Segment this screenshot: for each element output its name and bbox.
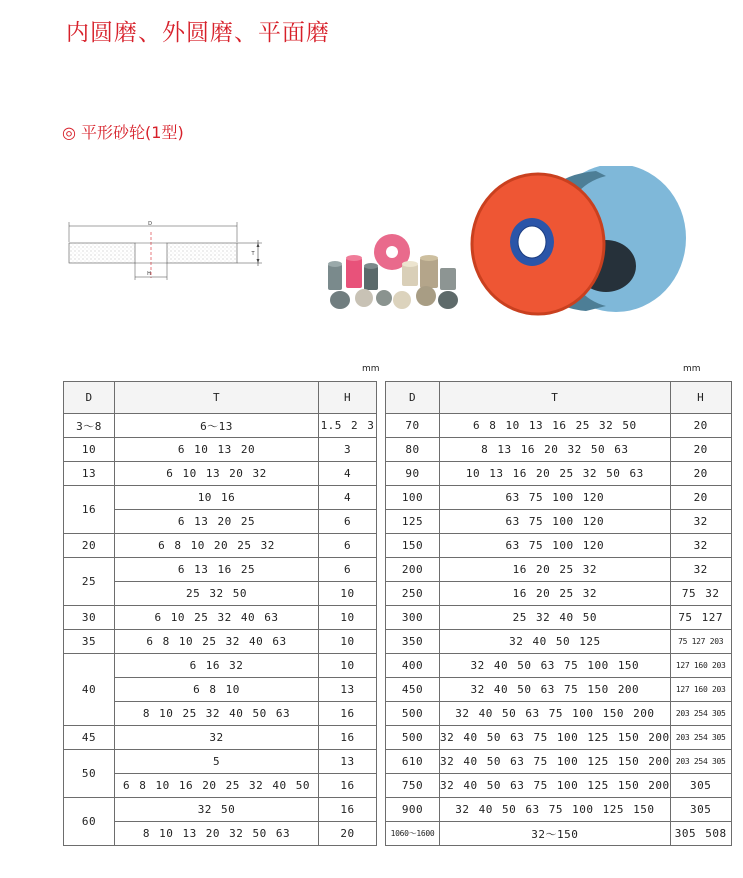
table-row (386, 510, 732, 534)
table-row (386, 654, 732, 678)
cell-h: 20 (670, 462, 731, 486)
spec-table-right (385, 381, 732, 846)
unit-label-left: mm (362, 364, 380, 374)
cell-h: 203 254 305 (670, 750, 731, 774)
table-row (386, 750, 732, 774)
cell-t: 6 10 13 20 32 (115, 462, 319, 486)
cell-t: 6 8 10 25 32 40 63 (115, 630, 319, 654)
table-row (64, 534, 377, 558)
cell-d: 750 (386, 774, 440, 798)
cell-t: 32 40 50 63 75 100 125 150 200 (440, 750, 671, 774)
cell-h: 20 (670, 414, 731, 438)
table-row (64, 606, 377, 630)
table-row (64, 654, 377, 678)
cell-t: 63 75 100 120 (440, 510, 671, 534)
unit-label-right: mm (683, 364, 701, 374)
column-header-d: D (64, 382, 115, 414)
cell-d: 13 (64, 462, 115, 486)
cell-d: 1060～1600 (386, 822, 440, 846)
cell-h: 32 (670, 510, 731, 534)
table-row (64, 462, 377, 486)
cell-h: 75 32 (670, 582, 731, 606)
cell-d: 70 (386, 414, 440, 438)
cell-h: 10 (319, 582, 377, 606)
table-row (64, 558, 377, 582)
cell-t: 6 8 10 13 16 25 32 50 (440, 414, 671, 438)
subheading-text: ◎ 平形砂轮(1型) (62, 123, 184, 142)
table-row (386, 702, 732, 726)
cell-h: 16 (319, 774, 377, 798)
cell-h: 10 (319, 630, 377, 654)
column-header-h: H (319, 382, 377, 414)
cell-d: 45 (64, 726, 115, 750)
cell-t: 6 16 32 (115, 654, 319, 678)
cell-d: 125 (386, 510, 440, 534)
cell-t: 63 75 100 120 (440, 534, 671, 558)
cell-h: 20 (670, 486, 731, 510)
table-row (64, 438, 377, 462)
table-row (64, 798, 377, 822)
cell-t: 8 10 25 32 40 50 63 (115, 702, 319, 726)
cell-t: 8 10 13 20 32 50 63 (115, 822, 319, 846)
cell-t: 32 40 50 63 75 100 125 150 (440, 798, 671, 822)
cell-h: 1.5 2 3 (319, 414, 377, 438)
cell-t: 32 40 50 63 75 100 150 (440, 654, 671, 678)
cell-t: 10 16 (115, 486, 319, 510)
cell-t: 6 8 10 (115, 678, 319, 702)
cell-d: 60 (64, 798, 115, 846)
diagram-label-t: T (251, 251, 255, 257)
diagram-label-d: D (148, 221, 152, 227)
cell-t: 10 13 16 20 25 32 50 63 (440, 462, 671, 486)
cell-d: 500 (386, 726, 440, 750)
wheel-cross-section-diagram (62, 218, 272, 284)
table-row (386, 726, 732, 750)
table-row (386, 798, 732, 822)
cell-h: 3 (319, 438, 377, 462)
cell-h: 32 (670, 558, 731, 582)
table-row (386, 678, 732, 702)
table-row (386, 438, 732, 462)
cell-h: 75 127 203 (670, 630, 731, 654)
cell-h: 6 (319, 558, 377, 582)
cell-d: 90 (386, 462, 440, 486)
cell-h: 127 160 203 (670, 678, 731, 702)
large-wheels-photo (466, 166, 686, 316)
table-row (64, 750, 377, 774)
table-row (386, 606, 732, 630)
cell-t: 32 40 50 63 75 100 125 150 200 (440, 726, 671, 750)
cell-h: 6 (319, 510, 377, 534)
diagram-label-h: H (147, 271, 151, 277)
cell-d: 20 (64, 534, 115, 558)
cell-d: 3～8 (64, 414, 115, 438)
cell-d: 30 (64, 606, 115, 630)
cell-h: 16 (319, 798, 377, 822)
cell-d: 400 (386, 654, 440, 678)
cell-h: 203 254 305 (670, 702, 731, 726)
cell-t: 6 10 25 32 40 63 (115, 606, 319, 630)
cell-d: 200 (386, 558, 440, 582)
table-row (64, 414, 377, 438)
cell-d: 80 (386, 438, 440, 462)
cell-h: 10 (319, 606, 377, 630)
cell-h: 305 (670, 774, 731, 798)
cell-t: 16 20 25 32 (440, 582, 671, 606)
cell-t: 32 50 (115, 798, 319, 822)
cell-t: 32 40 50 125 (440, 630, 671, 654)
table-row (386, 774, 732, 798)
column-header-d: D (386, 382, 440, 414)
cell-h: 305 (670, 798, 731, 822)
section-subheading (62, 120, 184, 143)
cell-d: 40 (64, 654, 115, 726)
table-row (386, 630, 732, 654)
cell-d: 50 (64, 750, 115, 798)
cell-t: 32 40 50 63 75 100 125 150 200 (440, 774, 671, 798)
cell-t: 32～150 (440, 822, 671, 846)
cell-t: 63 75 100 120 (440, 486, 671, 510)
table-row (386, 582, 732, 606)
table-row (64, 486, 377, 510)
column-header-t: T (115, 382, 319, 414)
cell-d: 16 (64, 486, 115, 534)
cell-d: 100 (386, 486, 440, 510)
cell-d: 10 (64, 438, 115, 462)
cell-t: 6 8 10 20 25 32 (115, 534, 319, 558)
cell-t: 32 40 50 63 75 100 150 200 (440, 702, 671, 726)
table-header-row (386, 382, 732, 414)
cell-h: 4 (319, 486, 377, 510)
cell-h: 16 (319, 726, 377, 750)
page-heading: 内圆磨、外圆磨、平面磨 (66, 20, 330, 46)
column-header-h: H (670, 382, 731, 414)
table-row (386, 414, 732, 438)
cell-h: 20 (670, 438, 731, 462)
cell-h: 127 160 203 (670, 654, 731, 678)
cell-t: 32 40 50 63 75 150 200 (440, 678, 671, 702)
cell-t: 25 32 50 (115, 582, 319, 606)
cell-t: 25 32 40 50 (440, 606, 671, 630)
cell-d: 900 (386, 798, 440, 822)
table-row (64, 630, 377, 654)
cell-t: 32 (115, 726, 319, 750)
cell-d: 500 (386, 702, 440, 726)
cell-d: 300 (386, 606, 440, 630)
cell-t: 6～13 (115, 414, 319, 438)
cell-d: 25 (64, 558, 115, 606)
cell-d: 35 (64, 630, 115, 654)
cell-t: 8 13 16 20 32 50 63 (440, 438, 671, 462)
cell-h: 32 (670, 534, 731, 558)
table-row (386, 486, 732, 510)
cell-h: 16 (319, 702, 377, 726)
cell-h: 4 (319, 462, 377, 486)
column-header-t: T (440, 382, 671, 414)
cell-h: 305 508 (670, 822, 731, 846)
cell-d: 450 (386, 678, 440, 702)
cell-h: 6 (319, 534, 377, 558)
cell-d: 250 (386, 582, 440, 606)
table-header-row (64, 382, 377, 414)
cell-t: 16 20 25 32 (440, 558, 671, 582)
cell-h: 13 (319, 750, 377, 774)
cell-d: 610 (386, 750, 440, 774)
table-row (64, 726, 377, 750)
cell-t: 5 (115, 750, 319, 774)
cell-t: 6 10 13 20 (115, 438, 319, 462)
small-wheels-photo (318, 228, 464, 314)
cell-t: 6 13 20 25 (115, 510, 319, 534)
cell-h: 10 (319, 654, 377, 678)
cell-t: 6 13 16 25 (115, 558, 319, 582)
cell-d: 150 (386, 534, 440, 558)
cell-h: 75 127 (670, 606, 731, 630)
cell-h: 20 (319, 822, 377, 846)
cell-h: 13 (319, 678, 377, 702)
table-row (386, 534, 732, 558)
cell-h: 203 254 305 (670, 726, 731, 750)
cell-d: 350 (386, 630, 440, 654)
spec-table-left (63, 381, 377, 846)
table-row (386, 822, 732, 846)
table-row (386, 558, 732, 582)
cell-t: 6 8 10 16 20 25 32 40 50 (115, 774, 319, 798)
table-row (386, 462, 732, 486)
